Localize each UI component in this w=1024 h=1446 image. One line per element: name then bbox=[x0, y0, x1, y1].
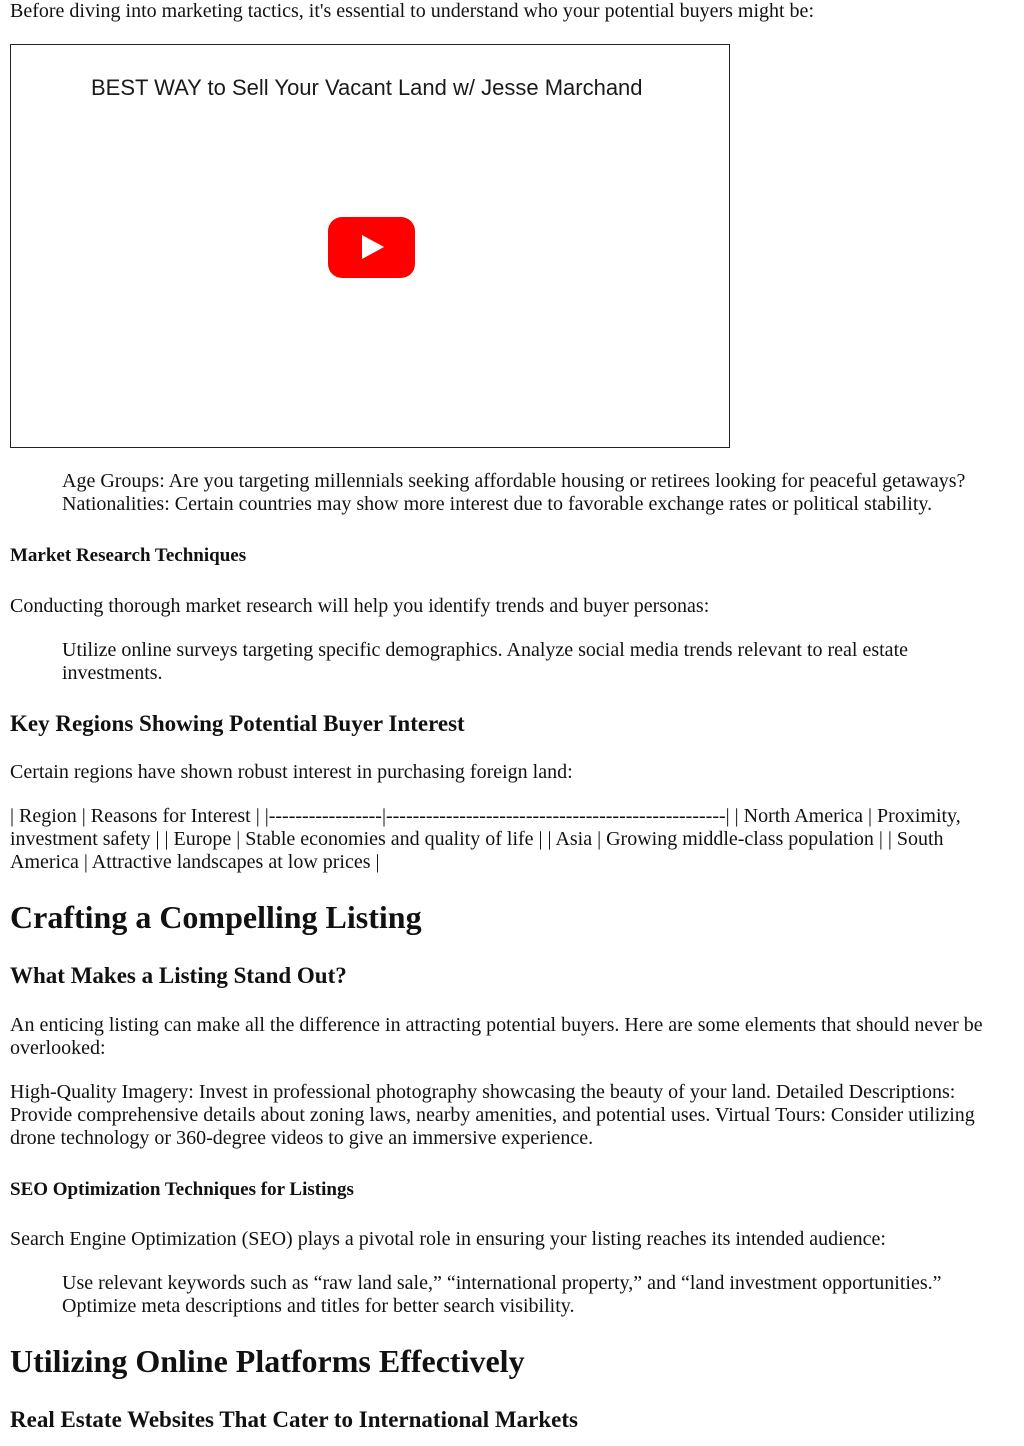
listing-elements: High-Quality Imagery: Invest in professional photography showcasing the beauty of your land. Detailed Descriptions: Provide comprehensive details about zoning laws, nearby amenities, and potential uses. Virtual Tours: Consider utilizing drone technology or 360-degree videos to give an immersive experience. bbox=[10, 1081, 975, 1149]
listing-stand-out-heading: What Makes a Listing Stand Out? bbox=[10, 963, 347, 988]
real-estate-websites-heading: Real Estate Websites That Cater to International Markets bbox=[10, 1407, 578, 1432]
key-regions-table-text: | Region | Reasons for Interest | |-----------------|---------------------------------------------------| | North America | Proximity, investment safety | | Europe | Stable economies and quality of life | | Asia | Growing middle-class population | | South America | Attractive landscapes at low prices | bbox=[10, 805, 961, 873]
online-platforms-heading: Utilizing Online Platforms Effectively bbox=[10, 1343, 525, 1379]
seo-heading: SEO Optimization Techniques for Listings bbox=[10, 1179, 354, 1200]
play-triangle-icon bbox=[362, 235, 384, 259]
market-research-intro: Conducting thorough market research will help you identify trends and buyer personas: bbox=[10, 595, 710, 617]
key-regions-heading: Key Regions Showing Potential Buyer Interest bbox=[10, 711, 465, 736]
buyer-list-item-age: Age Groups: Are you targeting millennials seeking affordable housing or retirees looking for peaceful getaways? bbox=[62, 470, 966, 492]
compelling-listing-heading: Crafting a Compelling Listing bbox=[10, 899, 422, 935]
intro-paragraph: Before diving into marketing tactics, it's essential to understand who your potential buyers might be: bbox=[10, 0, 814, 22]
seo-intro: Search Engine Optimization (SEO) plays a pivotal role in ensuring your listing reaches its intended audience: bbox=[10, 1228, 886, 1250]
video-embed[interactable] bbox=[10, 44, 730, 448]
buyer-list-item-nationalities: Nationalities: Certain countries may show more interest due to favorable exchange rates or political stability. bbox=[62, 493, 933, 515]
seo-list: Use relevant keywords such as “raw land sale,” “international property,” and “land investment opportunities.” Optimize meta descriptions and titles for better search visibility. bbox=[62, 1272, 942, 1317]
market-research-list: Utilize online surveys targeting specific demographics. Analyze social media trends relevant to real estate investments. bbox=[62, 639, 908, 684]
key-regions-intro: Certain regions have shown robust interest in purchasing foreign land: bbox=[10, 761, 573, 783]
video-title[interactable]: BEST WAY to Sell Your Vacant Land w/ Jesse Marchand bbox=[91, 75, 643, 100]
market-research-heading: Market Research Techniques bbox=[10, 545, 247, 566]
listing-intro: An enticing listing can make all the difference in attracting potential buyers. Here are some elements that should never be overlooked: bbox=[10, 1014, 983, 1059]
youtube-play-icon[interactable] bbox=[328, 217, 415, 278]
